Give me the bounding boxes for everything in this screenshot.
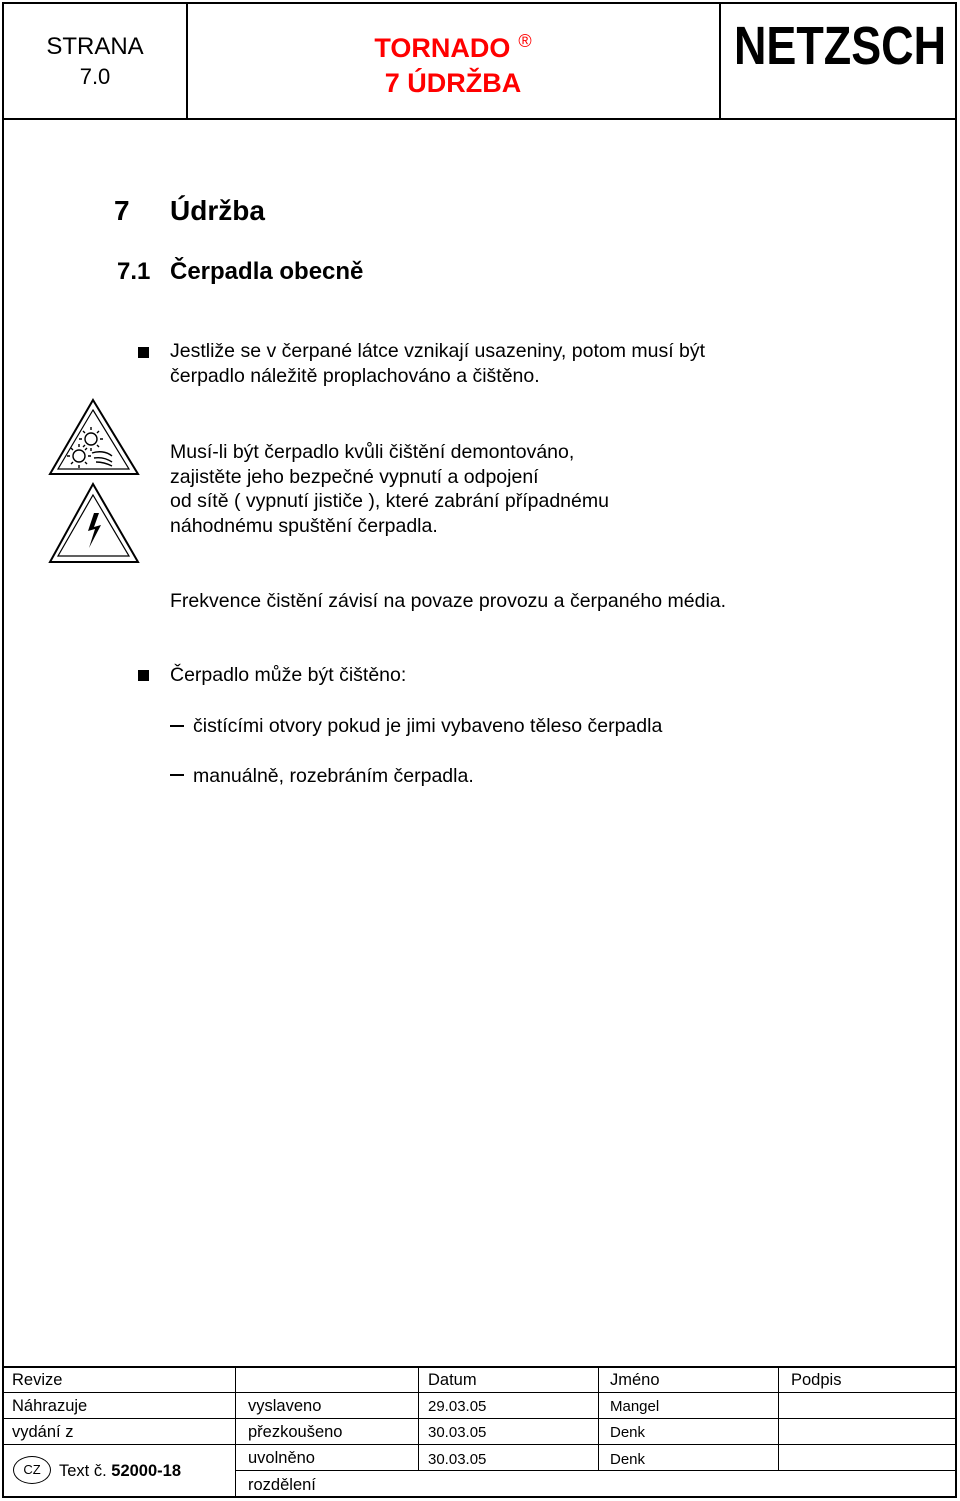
subsection-number: 7.1 bbox=[117, 258, 151, 285]
rotating-parts-warning-icon bbox=[50, 400, 138, 474]
cleaning-method-manual: manuálně, rozebráním čerpadla. bbox=[193, 765, 474, 787]
registered-mark: ® bbox=[518, 31, 532, 51]
footer-row-date: 30.03.05 bbox=[428, 1424, 487, 1441]
section-title: Údržba bbox=[170, 195, 265, 226]
warning-icons bbox=[48, 398, 142, 568]
footer-col-divider bbox=[778, 1367, 779, 1470]
svg-text:NETZSCH: NETZSCH bbox=[734, 16, 946, 72]
paragraph-line: Jestliže se v čerpané látce vznikají usazeniny, potom musí být bbox=[170, 340, 706, 362]
footer-podpis: Podpis bbox=[791, 1371, 842, 1389]
page-number-block bbox=[6, 32, 184, 92]
footer-row-name: Denk bbox=[610, 1424, 646, 1441]
bullet-marker bbox=[138, 347, 149, 358]
subsection-heading bbox=[117, 258, 363, 286]
footer-row-divider bbox=[4, 1392, 955, 1393]
footer-row-date: 30.03.05 bbox=[428, 1451, 487, 1468]
footer-top-border bbox=[2, 1366, 957, 1368]
bullet-marker bbox=[138, 670, 149, 681]
subsection-title: Čerpadla obecně bbox=[170, 258, 364, 285]
paragraph-line: Musí-li být čerpadlo kvůli čištění demontováno, bbox=[170, 441, 575, 463]
footer-row-name: Denk bbox=[610, 1451, 646, 1468]
footer-row-divider bbox=[235, 1470, 955, 1471]
product-name: TORNADO bbox=[374, 33, 511, 63]
cleaning-frequency: Frekvence čistění závisí na povaze provozu a čerpaného média. bbox=[170, 590, 727, 612]
paragraph-line: od sítě ( vypnutí jističe ), které zabrání případnému bbox=[170, 490, 609, 512]
section-number: 7 bbox=[114, 195, 130, 226]
dash-marker bbox=[170, 774, 184, 776]
disassembly-warning bbox=[170, 440, 609, 538]
paragraph-line: náhodnému spuštění čerpadla. bbox=[170, 514, 438, 537]
footer-revize: Revize bbox=[12, 1371, 63, 1389]
footer-jmeno: Jméno bbox=[610, 1371, 660, 1389]
paragraph-line: zajistěte jeho bezpečné vypnutí a odpojení bbox=[170, 465, 539, 488]
page-label: STRANA bbox=[46, 33, 144, 60]
document-title-block bbox=[188, 32, 718, 99]
footer-row-label: vyslaveno bbox=[248, 1397, 322, 1415]
bullet-paragraph-deposits bbox=[170, 339, 705, 388]
footer-row-name: Mangel bbox=[610, 1398, 660, 1415]
chapter-title: 7 ÚDRŽBA bbox=[384, 68, 522, 98]
language-badge: CZ bbox=[13, 1456, 51, 1484]
netzsch-logo bbox=[730, 14, 950, 72]
electrical-hazard-warning-icon bbox=[50, 484, 138, 562]
footer-vydani-z: vydání z bbox=[12, 1423, 74, 1441]
footer-datum: Datum bbox=[428, 1371, 477, 1389]
footer-col-divider bbox=[235, 1367, 236, 1496]
text-number-label: Text č. bbox=[59, 1462, 107, 1480]
footer-nahrazuje: Náhrazuje bbox=[12, 1397, 88, 1415]
dash-marker bbox=[170, 725, 184, 727]
cleaning-method-openings: čistícími otvory pokud je jimi vybaveno těleso čerpadla bbox=[193, 715, 663, 737]
footer-row-divider bbox=[4, 1444, 955, 1445]
footer-rozdeleni: rozdělení bbox=[248, 1476, 316, 1494]
paragraph-line: čerpadlo náležitě proplachováno a čištěno. bbox=[170, 364, 540, 387]
footer-row-divider bbox=[4, 1418, 955, 1419]
text-number-block bbox=[59, 1462, 181, 1480]
footer-col-divider bbox=[418, 1367, 419, 1470]
footer-row-label: přezkoušeno bbox=[248, 1423, 343, 1441]
header-separator-right bbox=[719, 2, 721, 119]
header-divider bbox=[2, 118, 957, 120]
text-number: 52000-18 bbox=[111, 1462, 182, 1480]
page-number: 7.0 bbox=[79, 64, 111, 89]
footer-row-label: uvolněno bbox=[248, 1449, 315, 1467]
footer-col-divider bbox=[598, 1367, 599, 1470]
section-heading bbox=[114, 195, 265, 227]
cleaning-methods-intro: Čerpadlo může být čištěno: bbox=[170, 664, 407, 686]
footer-row-date: 29.03.05 bbox=[428, 1398, 487, 1415]
